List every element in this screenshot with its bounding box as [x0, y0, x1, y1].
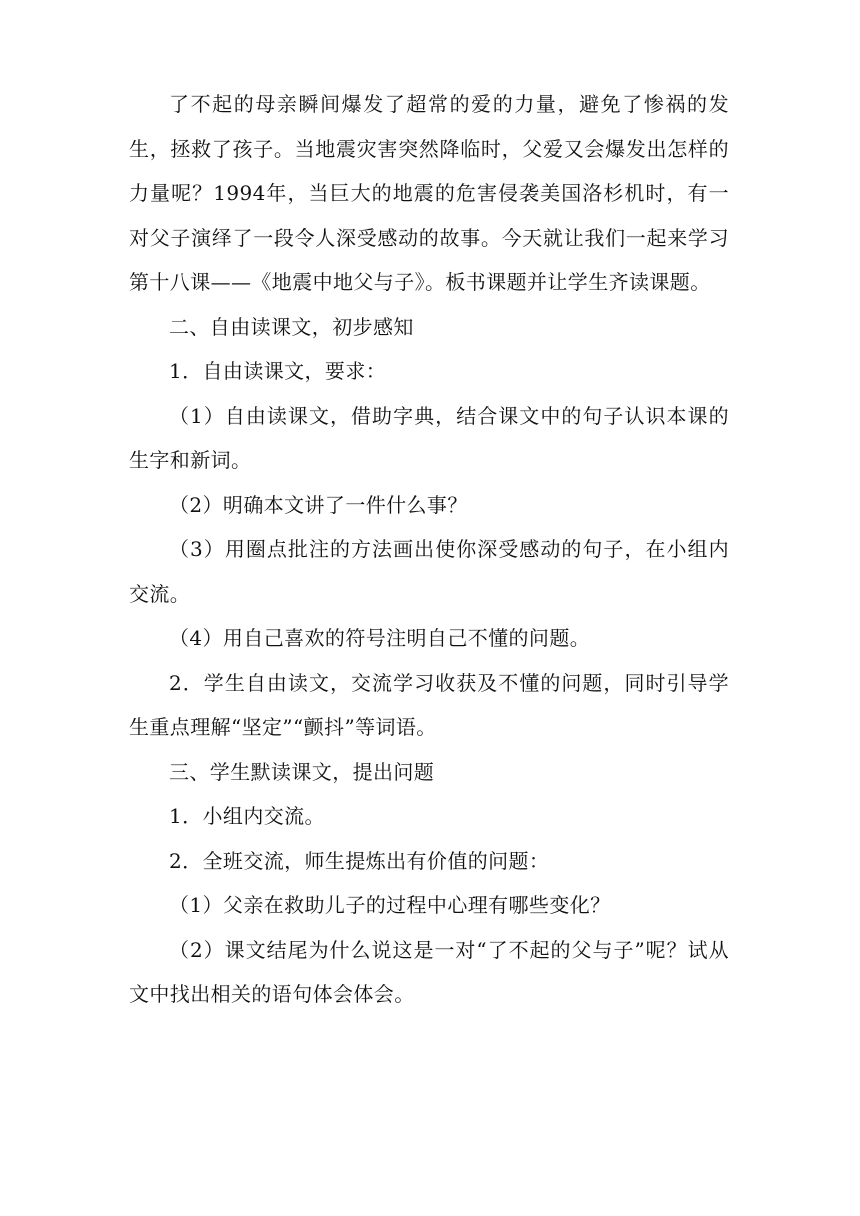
sub-item-6: （2）课文结尾为什么说这是一对“了不起的父与子”呢？试从文中找出相关的语句体会体会。 [129, 937, 729, 1006]
list-item-3: 1．小组内交流。 [169, 804, 325, 828]
list-item-2: 2．学生自由读文，交流学习收获及不懂的问题，同时引导学生重点理解“坚定”“颤抖”等词语。 [129, 670, 729, 739]
section-heading-2: 二、自由读课文，初步感知 [169, 314, 414, 339]
list-item-4: 2．全班交流，师生提炼出有价值的问题： [169, 848, 550, 873]
sub-item-3: （3）用圈点批注的方法画出使你深受感动的句子，在小组内交流。 [129, 537, 729, 606]
sub-item-1: （1）自由读课文，借助字典，结合课文中的句子认识本课的生字和新词。 [129, 403, 729, 472]
sub-item-5: （1）父亲在救助儿子的过程中心理有哪些变化？ [169, 893, 611, 917]
paragraph-intro: 了不起的母亲瞬间爆发了超常的爱的力量，避免了惨祸的发生，拯救了孩子。当地震灾害突然降临时，父爱又会爆发出怎样的力量呢？1994年，当巨大的地震的危害侵袭美国洛杉机时，有一对父子演绎了一段令人深受感动的故事。今天就让我们一起来学习第十八课——《地震中地父与子》。板书课题并让学生齐读课题。 [129, 92, 729, 294]
section-heading-3: 三、学生默读课文，提出问题 [169, 759, 435, 784]
body-text [129, 82, 729, 1017]
list-item-1: 1．自由读课文，要求： [169, 359, 387, 383]
sub-item-4: （4）用自己喜欢的符号注明自己不懂的问题。 [169, 626, 591, 650]
sub-item-2: （2）明确本文讲了一件什么事？ [169, 492, 468, 517]
